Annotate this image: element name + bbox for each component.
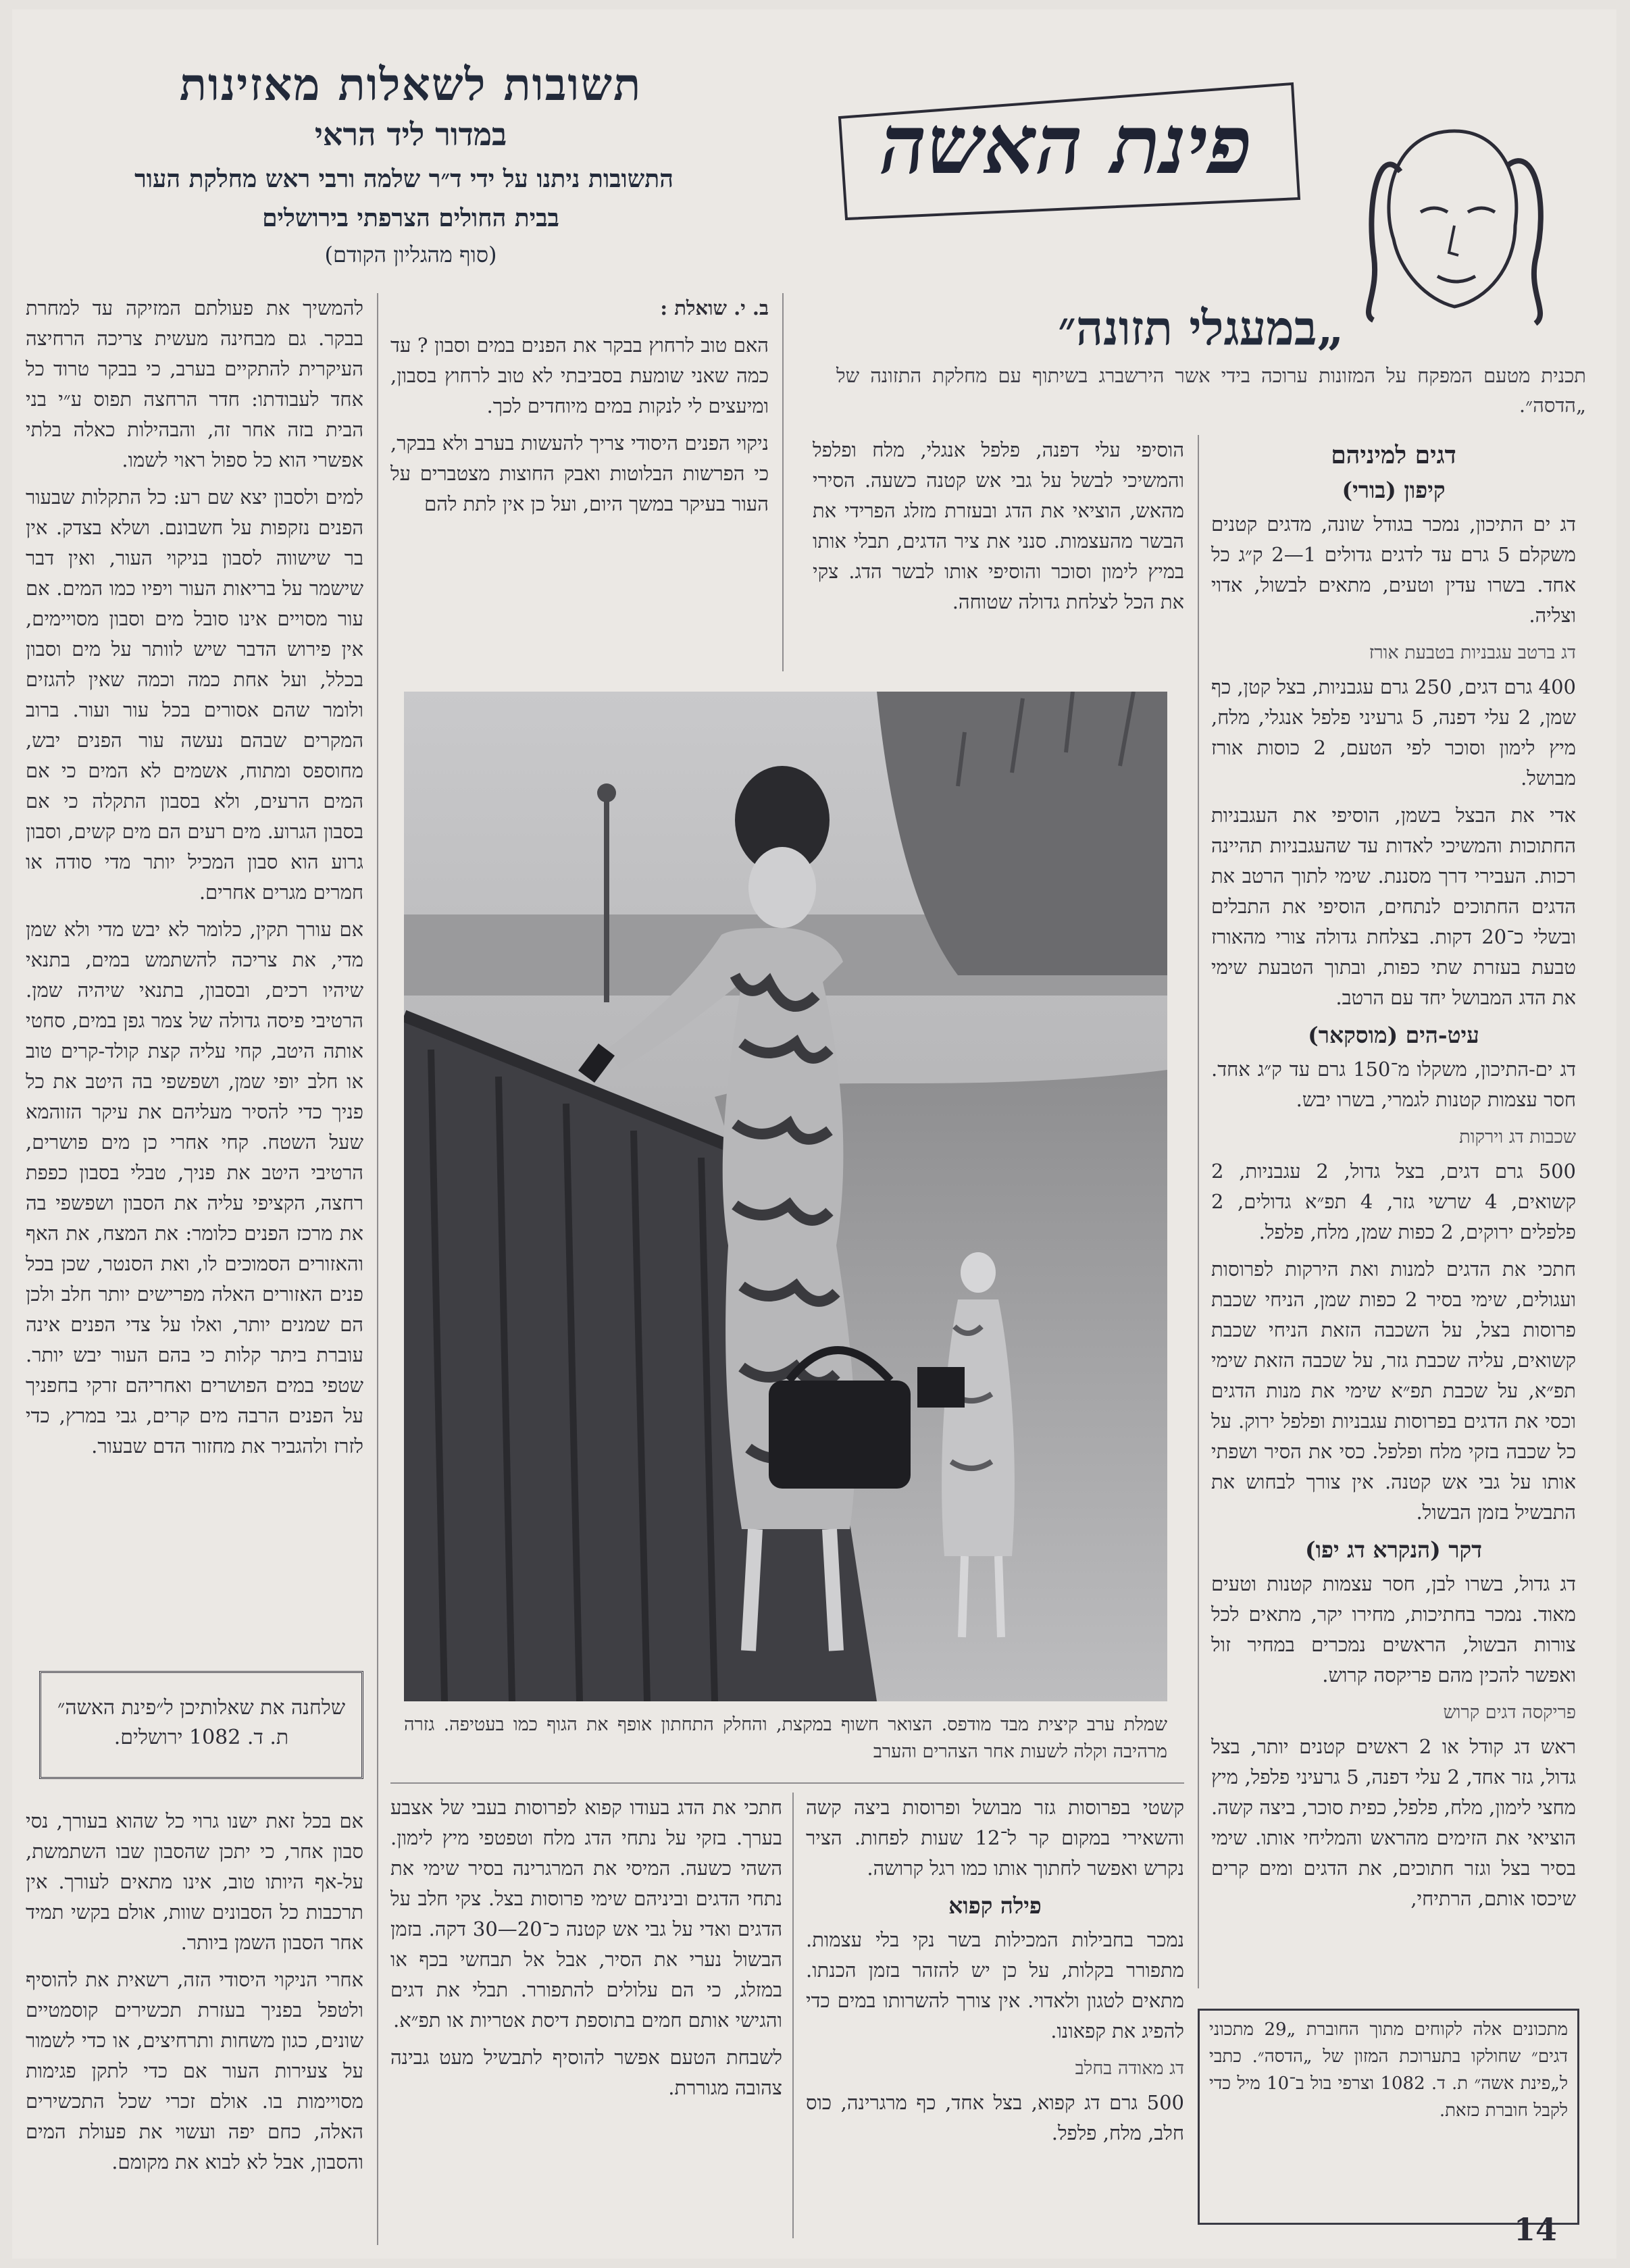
right-article-column-2-top (813, 435, 1184, 665)
right-article-column-2-bottom (806, 1793, 1184, 2252)
left-article-title: תשובות לשאלות מאזינות (179, 58, 642, 111)
right-article-title: „במעגלי תזונה״ (1058, 300, 1344, 356)
paragraph: ראש דג קודל או 2 ראשים קטנים יותר, בצל גדול, גזר אחד, 2 עלי דפנה, 5 גרעיני פלפל, מיץ מחצי לימון, מלח, פלפל, כפית סוכר, ביצה קשה. הוציאי את הזימים מהראש והמליחי אותו. שימי בסיר בצל וגזר חתוכים, את הדגים ומים קרים שיכסו אותם, הרתיחי, (1211, 1735, 1576, 1910)
fish-title: פילה קפוא (948, 1892, 1042, 1919)
paragraph: נמכר בחבילות המכילות בשר נקי בלי עצמות. מתפורר בקלות, על כן יש להזהר בזמן הכנתו. מתאים לטגון ולאדוי. אין צורך להשרותו במים כדי להפיג את קפאונו. (806, 1928, 1184, 2042)
column-logo-banner (826, 77, 1306, 226)
left-article-continued-note: (סוף מהגליון הקודם) (324, 242, 497, 267)
paragraph: 400 גרם דגים, 250 גרם עגבניות, בצל קטן, כף שמן, 2 עלי דפנה, 5 גרעיני פלפל אנגלי, מלח, מיץ לימון וסוכר לפי הטעם, 2 כוסות אורז מבושל. (1211, 675, 1576, 790)
fashion-photo (404, 692, 1167, 1701)
paragraph: דג ים-התיכון, משקלו מ־150 גרם עד ק״ג אחד. חסר עצמות קטנות לגמרי, בשרו יבש. (1211, 1058, 1576, 1111)
column-divider (1198, 435, 1199, 1988)
paragraph: לשבחת הטעם אפשר להוסיף לתבשיל מעט גבינה צהובה מגוררת. (390, 2046, 782, 2099)
paragraph: 500 גרם דג קפוא, בצל אחד, כף מרגרינה, כוס חלב, מלח, פלפל. (806, 2091, 1184, 2144)
left-article-column-a-bottom (26, 1806, 363, 2252)
paragraph: דג גדול, בשרו לבן, חסר עצמות קטנות וטעים מאוד. נמכר בחתיכות, מחירו יקר, מתאים לכל צורות הבשול, הראשים נמכרים במחיר זול ואפשר להכין מהם פריקסה קרוש. (1211, 1572, 1576, 1686)
paragraph: אם בכל זאת ישנו גרוי כל שהוא בעורך, נסי סבון אחר, כי יתכן שהסבון שבו השתמשת, על-אף היותו טוב, אינו מתאים לעורך. אין תרכבות כל הסבונים שוות, אולם בקשי תמיד אחר הסבון השמן ביותר. (26, 1809, 363, 1954)
paragraph: למים ולסבון יצא שם רע: כל התקלות שבעור הפנים נזקפות על חשבונם. ושלא בצדק. אין בר שישווה לסבון בניקוי העור, ואין דבר שישמר על בריאות העור ויפיו כמו המים. אם עור מסויים אינו סובל מים וסבון מסויימים, אין פירוש הדבר שיש לוותר על מים וסבון בכלל, ועל אחת כמה וכמה שאין להגזים ולומר שהם אסורים בכל עור ועור. ברוב המקרים שבהם נעשה עור הפנים יבש, מחוספס ומתוח, אשמים לא המים כי אם המים הרעים, ולא בסבון התקלה כי אם בסבון הגרוע. מים רעים הם מים קשים, וסבון גרוע הוא סבון המכיל יותר מדי סודה או חמרים מגרים אחרים. (26, 486, 363, 904)
fashion-photo-image (404, 692, 1167, 1701)
paragraph: אם עורך תקין, כלומר לא יבש מדי ולא שמן מדי, את צריכה להשתמש במים, בתנאי שיהיו רכים, ובסבון, בתנאי שיהיה שמן. הרטיבי פיסה גדולה של צמר גפן במים, סחטי אותה היטב, קחי עליה קצת קולד-קרים טוב או חלב יופי שמן, ושפשפי בה היטב את כל פניך כדי להסיר מעליהם את עיקר הזוהמא שעל השטח. קחי אחרי כן מים פושרים, הרטיבי היטב את פניך, טבלי בסבון כפפת רחצה, הקציפי עליה את הסבון ושפשפי בה את מרכז הפנים כלומר: את המצח, את האף והאזורים הסמוכים לו, ואת הסנטר, שכן בכל פנים האזורים האלה מפרישים יותר חלב ולכן הם שמנים יותר, ואלו על צדי הפנים אינה עוברת ביתר קלות כי בהם העור יבש יותר. שטפי במים הפושרים ואחריהם זרקי בחפניך על הפנים הרבה מים קרים, גבי במרץ, כדי לזרז ולהגביר את מחזור הדם שבעור. (26, 918, 363, 1458)
fish-title: קיפון (בורי) (1342, 477, 1446, 503)
paragraph: להמשיך את פעולתם המזיקה עד למחרת בבקר. גם מבחינה מעשית צריכה הרחיצה העיקרית להתקיים בערב, כי בבקר טרוד כל אחד לעבודתו: חדר הרחצה תפוס ע״י בני הבית בזה אחר זה, והבהילות כאלה בלתי אפשרי הוא כל ספול ראוי לשמו. (26, 297, 363, 471)
section-title: דגים למיניהם (1331, 441, 1456, 469)
left-article-column-a (26, 293, 363, 1793)
recipe-title: פריקסה דגים קרוש (1443, 1702, 1576, 1723)
question-text: האם טוב לרחוץ בבקר את הפנים במים וסבון ? עד כמה שאני שומעת בסביבתי לא טוב לרחוץ בסבון, ומיעצים לי לנקות במים מיוחדים לכך. (390, 334, 769, 417)
question-label: ב. י. שואלת : (660, 297, 769, 319)
column-divider (792, 1793, 794, 2238)
right-article-intro: תכנית מטעם המפקח על המזונות ערוכה בידי אשר הירשברג בשיתוף עם מחלקת התזונה של „הדסה״. (836, 364, 1586, 417)
recipe-booklet-text: מתכונים אלה לקוחים מתוך החוברת „29 מתכוני דגים״ שחולקו בתערוכת המזון של „הדסה״. כתבי ל„פינת אשה״ ת. ד. 1082 וצרפי בול ב־10 מיל כדי לקבל חוברת כזאת. (1209, 2019, 1568, 2121)
paragraph: דג ים התיכון, נמכר בגודל שונה, מדגים קטנים משקלם 5 גרם עד לדגים גדולים 1—2 ק״ג כל אחד. בשרו עדין וטעים, מתאים לבשול, אדוי וצליה. (1211, 513, 1576, 627)
right-article-column-3-bottom (390, 1793, 782, 2252)
send-questions-box (39, 1671, 363, 1779)
magazine-page (12, 9, 1616, 2259)
paragraph: חתכי את הדגים למנות ואת הירקות לפרוסות ועגולים, שימי בסיר 2 כפות שמן, הניחי שכבת פרוסות בצל, על השכבה הזאת הניחי שכבת קשואים, עליה שכבת גזר, על שכבה הזאת שימי תפ״א, על שכבת תפ״א שימי את מנות הדגים וכסי את הדגים בפרוסות עגבניות ופלפל ירוק. על כל שכבה בזקי מלח ופלפל. כסי את הסיר ושפתי אותו על גבי אש קטנה. אין צורך לבחוש את התבשיל בזמן הבשול. (1211, 1258, 1576, 1524)
left-article-subtitle: במדור ליד הראי (314, 116, 507, 153)
paragraph: 500 גרם דגים, בצל גדול, 2 עגבניות, 2 קשואים, 4 שרשי גזר, 4 תפ״א גדולים, 2 פלפלים ירוקים, 2 כפות שמן, מלח, פלפל. (1211, 1160, 1576, 1243)
recipe-title: דג מאודה בחלב (1075, 2058, 1184, 2079)
paragraph: קשטי בפרוסות גזר מבושל ופרוסות ביצה קשה והשאירי במקום קר ל־12 שעות לפחות. הציר נקרש ואפשר לחתוך אותו כמו רגל קרושה. (806, 1796, 1184, 1880)
recipe-booklet-box (1198, 2009, 1579, 2225)
woman-face-illustration-icon (1353, 118, 1556, 327)
left-article-column-b (390, 293, 769, 671)
paragraph: הוסיפי עלי דפנה, פלפל אנגלי, מלח ופלפל והמשיכי לבשל על גבי אש קטנה כשעה. הסירי מהאש, הוציאי את הדג ובעזרת מזלג הפרידי את הבשר מהעצמות. סנני את ציר הדגים, תבלי אותו במיץ לימון וסוכר והוסיפי אותו לבשר הדג. צקי את הכל לצלחת גדולה שטוחה. (813, 438, 1184, 613)
photo-caption: שמלת ערב קיצית מבד מודפס. הצואר חשוף במקצת, והחלק התחתון אופף את הגוף כמו בעטיפה. גזרה מרהיבה וקלה לשעות אחר הצהרים והערב (404, 1714, 1167, 1762)
left-article-byline: התשובות ניתנו על ידי ד״ר שלמה ורבי ראש מחלקת העור (134, 165, 673, 193)
right-article-column-1 (1211, 435, 1576, 2137)
section-divider (390, 1782, 1184, 1784)
column-divider (782, 293, 784, 671)
column-divider (377, 293, 378, 2245)
left-article-byline-hospital: בבית החולים הצרפתי בירושלים (262, 204, 559, 232)
paragraph: אדי את הבצל בשמן, הוסיפי את העגבניות החתוכות והמשיכי לאדות עד שהעגבניות תהיינה רכות. העבירי דרך מסננת. שימי לתוך הרטב את הדגים החתוכים לנתחים, הוסיפי את התבלים ובשלי כ־20 דקות. בצלחת גדולה צורי מהאורז טבעת בעזרת שתי כפות, ובתוך הטבעת שימי את הדג המבושל יחד עם הרטב. (1211, 804, 1576, 1009)
fish-title: דקר (הנקרא דג יפו) (1304, 1537, 1483, 1563)
page-number: 14 (1513, 2211, 1557, 2248)
send-questions-text: שלחנה את שאלותיכן ל״פינת האשה״ ת. ד. 1082 ירושלים. (57, 1696, 346, 1749)
fish-title: עיט-הים (מוסקאר) (1308, 1022, 1479, 1048)
answer-text: ניקוי הפנים היסודי צריך להעשות בערב ולא בבקר, כי הפרשות הבלוטות ואבק החוצות מצטברים על העור בעיקר במשך היום, ועל כן אין לתת להם (390, 432, 769, 515)
paragraph: חתכי את הדג בעודו קפוא לפרוסות בעבי של אצבע בערך. בזקי על נתחי הדג מלח וטפטפי מיץ לימון. השהי כשעה. המיסי את המרגרינה בסיר שימי את נתחי הדגים וביניהם שימי פרוסות בצל. צקי חלב על הדגים ואדי על גבי אש קטנה כ־20—30 דקה. בזמן הבשול נערי את הסיר, אבל אל תבחשי בכף או במזלג, כי הם עלולים להתפורר. תבלי את דגים והגישי אותם חמים בתוספת דיסת אטריות או תפ״א. (390, 1796, 782, 2032)
recipe-title: שכבות דג וירקות (1459, 1127, 1576, 1148)
recipe-title: דג ברטב עגבניות בטבעת אורז (1369, 642, 1576, 663)
paragraph: אחרי הניקוי היסודי הזה, רשאית את להוסיף ולטפל בפניך בעזרת תכשירים קוסמטיים שונים, כגון משחות ותרחיצים, או כדי לשמור על צעירות העור אם כדי לתקן פגימות מסויימות בו. אולם זכרי שכל התכשירים האלה, כחם יפה ועשוי את פעולת המים והסבון, אבל לא לבוא את מקומם. (26, 1968, 363, 2173)
column-logo-text: פינת האשה (880, 97, 1252, 192)
